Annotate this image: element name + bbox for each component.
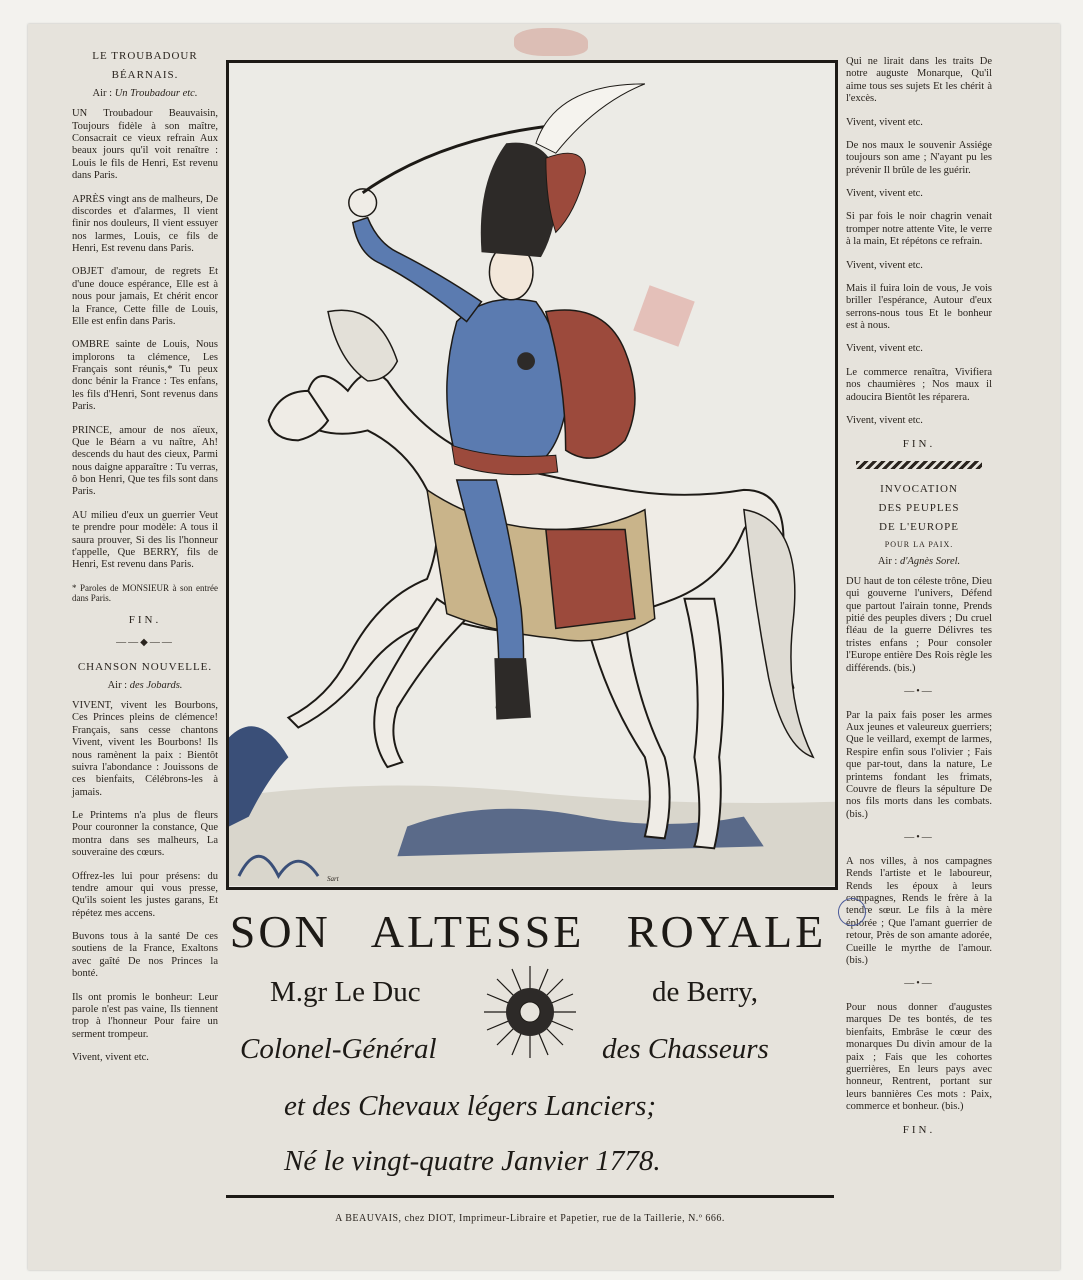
song-title-line: DES PEUPLES	[878, 502, 960, 515]
stanza: UN Troubadour Beauvaisin, Toujours fidèle à son maître, Consacrait ce vieux refrain Aux beaux jours qu'il voit renaître : Louis le fils de Henri, Est revenu dans Paris.	[72, 108, 218, 182]
stanza: Le commerce renaîtra, Vivifiera nos chaumières ; Nos maux il adoucira Bientôt les réparera.	[846, 366, 992, 403]
ornament-divider: —•—	[904, 685, 934, 697]
stanza: PRINCE, amour de nos aïeux, Que le Béarn a vu naître, Ah! descends du haut des cieux, Parmi nous daigne apparaître : Tu verras, ô bon Henri, Que tes fils sont dans Paris.	[72, 424, 218, 498]
stanza: Ils ont promis le bonheur: Leur parole n'est pas vaine, Ils tiennent trop à l'honneur Pour faire un serment trompeur.	[72, 991, 218, 1040]
stanza: Mais il fuira loin de vous, Je vois briller l'espérance, Autour d'eux serrons-nous tous Et le bonheur est à nous.	[846, 282, 992, 331]
air-line: Air : d'Agnès Sorel.	[877, 555, 961, 567]
title-line: et des Chevaux légers Lanciers;	[284, 1090, 657, 1122]
stanza: A nos villes, à nos campagnes Rends l'artiste et le laboureur, Rends les époux à leurs compagnes, Rends le frère à la tendre sœur. Le fils à la mère éplorée ; Que l'amant guerrier de retour, Près de son amante adorée, Cueille le myrthe de l'amour. (bis.)	[846, 855, 992, 966]
paper-stain	[514, 28, 588, 56]
stanza: AU milieu d'eux un guerrier Veut te prendre pour modèle: A tous il saura prouver, Si des lis l'honneur t'appelle, Que BERRY, fils de Henri, Est revenu dans Paris.	[72, 509, 218, 571]
fin-mark: FIN.	[128, 613, 162, 626]
stanza: OMBRE sainte de Louis, Nous implorons ta clémence, Les Français sont réunis,* Tu peux donc bénir la France : Tes enfans, les fils d'Henri, Sont revenus dans Paris.	[72, 339, 218, 413]
main-title: SON ALTESSE ROYALE	[229, 906, 827, 957]
stanza: Buvons tous à la santé De ces soutiens de la France, Exaltons avec gaîté De nos Princes la bonté.	[72, 931, 218, 980]
right-column	[846, 56, 992, 1147]
ornament-divider: —•—	[904, 832, 934, 844]
stanza: Pour nous donner d'augustes marques De tes bontés, de tes bienfaits, Embrâse le cœur des monarques Du divin amour de la paix ; Fais que les cohortes guerrières, En leurs pays avec honneur, Rentrent, portant sur leurs bannières Ces mots : Paix, commerce et bonheur. (bis.)	[846, 1002, 992, 1113]
ornament-divider: ——◆——	[116, 636, 174, 648]
song-subtitle: POUR LA PAIX.	[884, 540, 954, 550]
air-line: Air : des Jobards.	[107, 679, 183, 691]
song-title-line: BÉARNAIS.	[111, 68, 179, 81]
air-line: Air : Un Troubadour etc.	[92, 87, 198, 99]
stanza: Par la paix fais poser les armes Aux jeunes et valeureux guerriers; Que le veillard, exempt de larmes, Respire enfin sous l'olivier ; Fais que par-tout, dans la nature, Le printems fondant les frimats, Couvre de fleurs la sépulture De nos fils morts dans les combats. (bis.)	[846, 709, 992, 820]
stanza: De nos maux le souvenir Assiége toujours son ame ; N'ayant pu les prévenir Il brûle de les guérir.	[846, 139, 992, 176]
stanza: Qui ne lirait dans les traits De notre auguste Monarque, Qu'il aime tous ses sujets Et les chérit à l'excès.	[846, 56, 992, 105]
title-line: de Berry,	[652, 976, 759, 1008]
ornament-divider	[856, 461, 982, 469]
ornament-divider: —•—	[904, 978, 934, 990]
refrain: Vivent, vivent etc.	[846, 259, 923, 271]
fin-mark: FIN.	[902, 1124, 936, 1137]
stanza: DU haut de ton céleste trône, Dieu qui gouverne l'univers, Défend que partout l'airain tonne, Prends pitié des peuples divers ; Du cruel fléau de la guerre Délivres tes tristes enfans ; Pour consoler l'Europe entière Des Rois règle les différends. (bis.)	[846, 575, 992, 674]
stanza: VIVENT, vivent les Bourbons, Ces Princes pleins de clémence! Français, sans cesse chantons Vivent, vivent les Bourbons! Ils nous ramènent la paix : Bientôt suivra l'abondance : Jouissons de ces bienfaits, Célébrons-les à jamais.	[72, 700, 218, 798]
engraver-signature: Sart	[327, 875, 339, 883]
song-title: CHANSON NOUVELLE.	[77, 660, 213, 673]
stanza: APRÈS vingt ans de malheurs, De discordes et d'alarmes, Il vient finir nos douleurs, Il vient essuyer nos larmes, Louis, ce fils de Henri, Est revenu dans Paris.	[72, 193, 218, 255]
song-title-line: LE TROUBADOUR	[92, 50, 198, 62]
refrain: Vivent, vivent etc.	[846, 343, 923, 355]
refrain: Vivent, vivent etc.	[72, 1052, 149, 1064]
refrain: Vivent, vivent etc.	[846, 188, 923, 199]
title-line: Colonel-Général	[240, 1033, 437, 1065]
footnote: * Paroles de MONSIEUR à son entrée dans Paris.	[72, 582, 218, 604]
printer-imprint: A BEAUVAIS, chez DIOT, Imprimeur-Libraire et Papetier, rue de la Taillerie, N.º 666.	[335, 1213, 725, 1224]
rule-line	[226, 1195, 834, 1198]
song-title-line: INVOCATION	[880, 483, 958, 496]
title-line: M.gr Le Duc	[270, 976, 421, 1008]
refrain: Vivent, vivent etc.	[846, 414, 923, 426]
engraving-illustration	[229, 63, 835, 887]
song-title-line: DE L'EUROPE	[879, 521, 959, 534]
title-line: des Chasseurs	[602, 1033, 769, 1065]
stanza: Le Printems n'a plus de fleurs Pour couronner la constance, Que montra dans ses malheurs, La souveraine des cœurs.	[72, 810, 218, 859]
refrain: Vivent, vivent etc.	[846, 116, 923, 128]
birth-line: Né le vingt-quatre Janvier 1778.	[284, 1145, 661, 1177]
order-star-emblem	[482, 964, 578, 1060]
fin-mark: FIN.	[902, 438, 936, 451]
stanza: OBJET d'amour, de regrets Et d'une douce espérance, Elle est à nous pour jamais, Et chérit encor la France, Cette fille de Louis, Elle est enfin dans Paris.	[72, 266, 218, 327]
equestrian-portrait	[226, 60, 838, 890]
stanza: Si par fois le noir chagrin venait tromper notre attente Vite, le verre à la main, Et répétons ce refrain.	[846, 211, 992, 248]
left-column	[72, 50, 218, 1075]
stanza: Offrez-les lui pour présens: du tendre amour qui vous presse, Qu'ils soient les justes garans, Et répétez mes accens.	[72, 870, 218, 919]
